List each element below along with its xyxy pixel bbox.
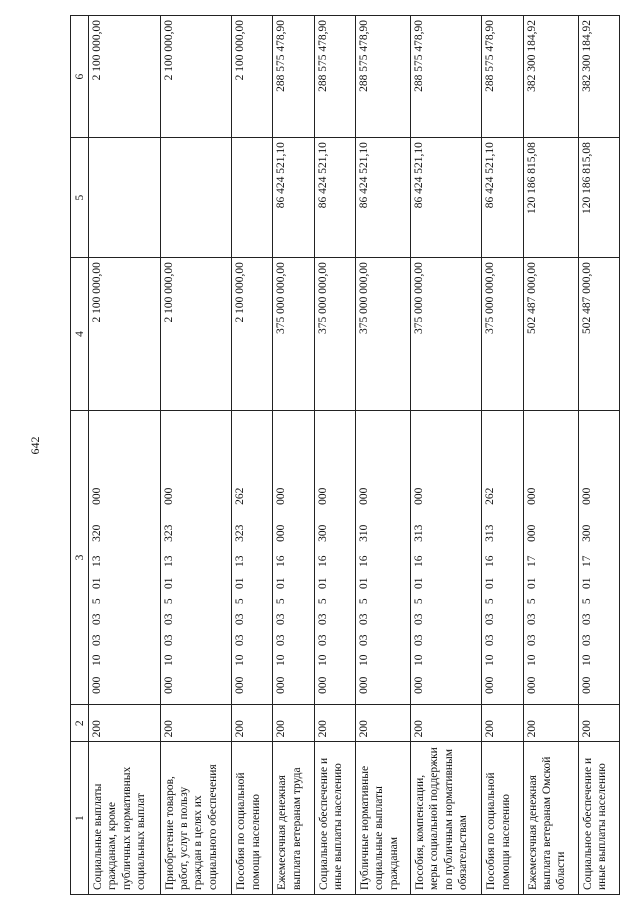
kbk-segment: 03 xyxy=(580,634,593,646)
kbk-segment: 000 xyxy=(412,676,425,694)
kbk-segment: 10 xyxy=(316,654,329,666)
kbk-segment: 000 xyxy=(484,676,497,694)
row-col5-cell: 86 424 521,10 xyxy=(482,138,523,258)
kbk-segment: 01 xyxy=(234,577,247,589)
row-name-cell: Социальное обеспечение и иные выплаты населению xyxy=(578,742,619,895)
row-kbk-cell xyxy=(355,410,410,704)
kbk-segment: 5 xyxy=(234,598,247,605)
kbk-segment: 16 xyxy=(357,555,370,567)
row-name-cell: Ежемесячная денежная выплата ветеранам Омской области xyxy=(523,742,578,895)
kbk-segment: 03 xyxy=(162,613,175,625)
header-cell: 4 xyxy=(71,258,89,411)
row-code-cell: 200 xyxy=(410,705,482,742)
kbk-segment: 01 xyxy=(525,577,538,589)
row-code-cell: 200 xyxy=(355,705,410,742)
row-col5-cell: 86 424 521,10 xyxy=(355,138,410,258)
kbk-segment: 16 xyxy=(484,555,497,567)
kbk-segment: 000 xyxy=(234,676,247,694)
row-col5-cell: 86 424 521,10 xyxy=(410,138,482,258)
row-col4-cell: 375 000 000,00 xyxy=(482,258,523,411)
kbk-segment: 5 xyxy=(162,598,175,605)
kbk-segment: 300 xyxy=(316,524,329,542)
kbk-segment: 03 xyxy=(91,613,103,625)
row-col5-cell: 120 186 815,08 xyxy=(523,138,578,258)
row-col5-cell xyxy=(232,138,273,258)
kbk-segment: 310 xyxy=(357,524,370,542)
row-kbk-cell xyxy=(482,410,523,704)
row-col6-cell: 2 100 000,00 xyxy=(89,16,161,138)
row-col6-cell: 288 575 478,90 xyxy=(314,16,355,138)
kbk-segment: 262 xyxy=(484,487,497,505)
row-col6-cell: 288 575 478,90 xyxy=(410,16,482,138)
row-col4-cell: 375 000 000,00 xyxy=(273,258,314,411)
kbk-segment: 03 xyxy=(580,613,593,625)
kbk-segment: 313 xyxy=(412,524,425,542)
kbk-segment: 03 xyxy=(412,634,425,646)
kbk-segment: 313 xyxy=(484,524,497,542)
budget-table xyxy=(70,15,620,895)
row-col4-cell: 2 100 000,00 xyxy=(89,258,161,411)
row-col5-cell xyxy=(89,138,161,258)
kbk-segment: 10 xyxy=(275,654,288,666)
table-row xyxy=(89,16,161,895)
kbk-segment: 01 xyxy=(412,577,425,589)
table-row xyxy=(160,16,232,895)
kbk-segment: 03 xyxy=(91,634,103,646)
kbk-segment: 13 xyxy=(162,555,175,567)
row-col5-cell: 86 424 521,10 xyxy=(314,138,355,258)
header-cell: 5 xyxy=(71,138,89,258)
row-kbk-cell xyxy=(232,410,273,704)
row-name-cell: Ежемесячная денежная выплата ветеранам труда xyxy=(273,742,314,895)
kbk-segment: 17 xyxy=(525,555,538,567)
kbk-segment: 5 xyxy=(484,598,497,605)
kbk-segment: 000 xyxy=(275,487,288,505)
row-col6-cell: 382 300 184,92 xyxy=(578,16,619,138)
kbk-segment: 000 xyxy=(316,676,329,694)
kbk-segment: 000 xyxy=(412,487,425,505)
kbk-segment: 000 xyxy=(357,676,370,694)
kbk-segment: 10 xyxy=(525,654,538,666)
row-kbk-cell xyxy=(523,410,578,704)
kbk-segment: 03 xyxy=(234,613,247,625)
table-row xyxy=(523,16,578,895)
kbk-segment: 10 xyxy=(580,654,593,666)
row-col6-cell: 382 300 184,92 xyxy=(523,16,578,138)
row-code-cell: 200 xyxy=(523,705,578,742)
header-cell: 1 xyxy=(71,742,89,895)
row-kbk-cell xyxy=(273,410,314,704)
kbk-segment: 000 xyxy=(525,487,538,505)
kbk-segment: 03 xyxy=(275,634,288,646)
kbk-segment: 000 xyxy=(91,676,103,694)
row-kbk-cell xyxy=(578,410,619,704)
row-name-cell: Социальное обеспечение и иные выплаты населению xyxy=(314,742,355,895)
header-cell: 3 xyxy=(71,410,89,704)
kbk-segment: 000 xyxy=(525,524,538,542)
row-col5-cell: 86 424 521,10 xyxy=(273,138,314,258)
row-code-cell: 200 xyxy=(314,705,355,742)
kbk-segment: 320 xyxy=(91,524,103,542)
row-col5-cell xyxy=(160,138,232,258)
kbk-segment: 10 xyxy=(91,654,103,666)
table-row xyxy=(355,16,410,895)
kbk-segment: 10 xyxy=(412,654,425,666)
row-name-cell: Пособия по социальной помощи населению xyxy=(232,742,273,895)
kbk-segment: 03 xyxy=(412,613,425,625)
kbk-segment: 03 xyxy=(484,613,497,625)
row-kbk-cell xyxy=(89,410,161,704)
kbk-segment: 01 xyxy=(316,577,329,589)
kbk-segment: 10 xyxy=(162,654,175,666)
kbk-segment: 5 xyxy=(580,598,593,605)
kbk-segment: 000 xyxy=(316,487,329,505)
row-col4-cell: 375 000 000,00 xyxy=(355,258,410,411)
kbk-segment: 03 xyxy=(316,613,329,625)
kbk-segment: 16 xyxy=(412,555,425,567)
table-body xyxy=(89,16,620,895)
kbk-segment: 03 xyxy=(357,634,370,646)
row-kbk-cell xyxy=(410,410,482,704)
kbk-segment: 5 xyxy=(357,598,370,605)
row-col6-cell: 288 575 478,90 xyxy=(482,16,523,138)
kbk-segment: 17 xyxy=(580,555,593,567)
kbk-segment: 01 xyxy=(91,577,103,589)
kbk-segment: 01 xyxy=(580,577,593,589)
row-code-cell: 200 xyxy=(578,705,619,742)
kbk-segment: 03 xyxy=(316,634,329,646)
row-code-cell: 200 xyxy=(232,705,273,742)
page-number: 642 xyxy=(28,436,42,455)
kbk-segment: 000 xyxy=(162,487,175,505)
kbk-segment: 16 xyxy=(275,555,288,567)
kbk-segment: 300 xyxy=(580,524,593,542)
kbk-segment: 000 xyxy=(162,676,175,694)
table-row xyxy=(232,16,273,895)
kbk-segment: 10 xyxy=(357,654,370,666)
kbk-segment: 5 xyxy=(91,598,103,605)
kbk-segment: 01 xyxy=(275,577,288,589)
kbk-segment: 13 xyxy=(91,555,103,567)
table-row xyxy=(578,16,619,895)
row-col5-cell: 120 186 815,08 xyxy=(578,138,619,258)
row-col6-cell: 288 575 478,90 xyxy=(355,16,410,138)
kbk-segment: 03 xyxy=(357,613,370,625)
table-row xyxy=(410,16,482,895)
kbk-segment: 000 xyxy=(275,524,288,542)
kbk-segment: 03 xyxy=(162,634,175,646)
row-col4-cell: 375 000 000,00 xyxy=(410,258,482,411)
kbk-segment: 323 xyxy=(234,524,247,542)
kbk-segment: 5 xyxy=(316,598,329,605)
table-row xyxy=(482,16,523,895)
row-code-cell: 200 xyxy=(89,705,161,742)
kbk-segment: 16 xyxy=(316,555,329,567)
kbk-segment: 10 xyxy=(234,654,247,666)
row-col6-cell: 2 100 000,00 xyxy=(160,16,232,138)
row-col4-cell: 2 100 000,00 xyxy=(232,258,273,411)
budget-table-rotated xyxy=(70,15,620,895)
kbk-segment: 01 xyxy=(162,577,175,589)
kbk-segment: 323 xyxy=(162,524,175,542)
row-code-cell: 200 xyxy=(482,705,523,742)
row-code-cell: 200 xyxy=(160,705,232,742)
row-name-cell: Приобретение товаров, работ, услуг в пользу граждан в целях их социального обеспечения xyxy=(160,742,232,895)
row-col4-cell: 502 487 000,00 xyxy=(578,258,619,411)
row-col6-cell: 288 575 478,90 xyxy=(273,16,314,138)
kbk-segment: 10 xyxy=(484,654,497,666)
kbk-segment: 5 xyxy=(412,598,425,605)
row-name-cell: Социальные выплаты гражданам, кроме публичных нормативных социальных выплат xyxy=(89,742,161,895)
kbk-segment: 000 xyxy=(91,487,103,505)
row-kbk-cell xyxy=(160,410,232,704)
table-row xyxy=(314,16,355,895)
header-row xyxy=(71,16,89,895)
kbk-segment: 5 xyxy=(275,598,288,605)
kbk-segment: 000 xyxy=(525,676,538,694)
kbk-segment: 000 xyxy=(275,676,288,694)
kbk-segment: 01 xyxy=(357,577,370,589)
row-col4-cell: 375 000 000,00 xyxy=(314,258,355,411)
row-name-cell: Пособия, компенсации, меры социальной поддержки по публичным нормативным обязательствам xyxy=(410,742,482,895)
kbk-segment: 03 xyxy=(275,613,288,625)
rotated-table-container xyxy=(70,15,620,895)
kbk-segment: 03 xyxy=(234,634,247,646)
header-cell: 2 xyxy=(71,705,89,742)
kbk-segment: 000 xyxy=(580,676,593,694)
row-col4-cell: 2 100 000,00 xyxy=(160,258,232,411)
kbk-segment: 03 xyxy=(484,634,497,646)
row-col4-cell: 502 487 000,00 xyxy=(523,258,578,411)
kbk-segment: 01 xyxy=(484,577,497,589)
kbk-segment: 000 xyxy=(357,487,370,505)
row-col6-cell: 2 100 000,00 xyxy=(232,16,273,138)
header-cell: 6 xyxy=(71,16,89,138)
kbk-segment: 03 xyxy=(525,634,538,646)
row-kbk-cell xyxy=(314,410,355,704)
row-name-cell: Публичные нормативные социальные выплаты гражданам xyxy=(355,742,410,895)
kbk-segment: 03 xyxy=(525,613,538,625)
kbk-segment: 13 xyxy=(234,555,247,567)
row-name-cell: Пособия по социальной помощи населению xyxy=(482,742,523,895)
table-row xyxy=(273,16,314,895)
kbk-segment: 262 xyxy=(234,487,247,505)
row-code-cell: 200 xyxy=(273,705,314,742)
kbk-segment: 000 xyxy=(580,487,593,505)
kbk-segment: 5 xyxy=(525,598,538,605)
